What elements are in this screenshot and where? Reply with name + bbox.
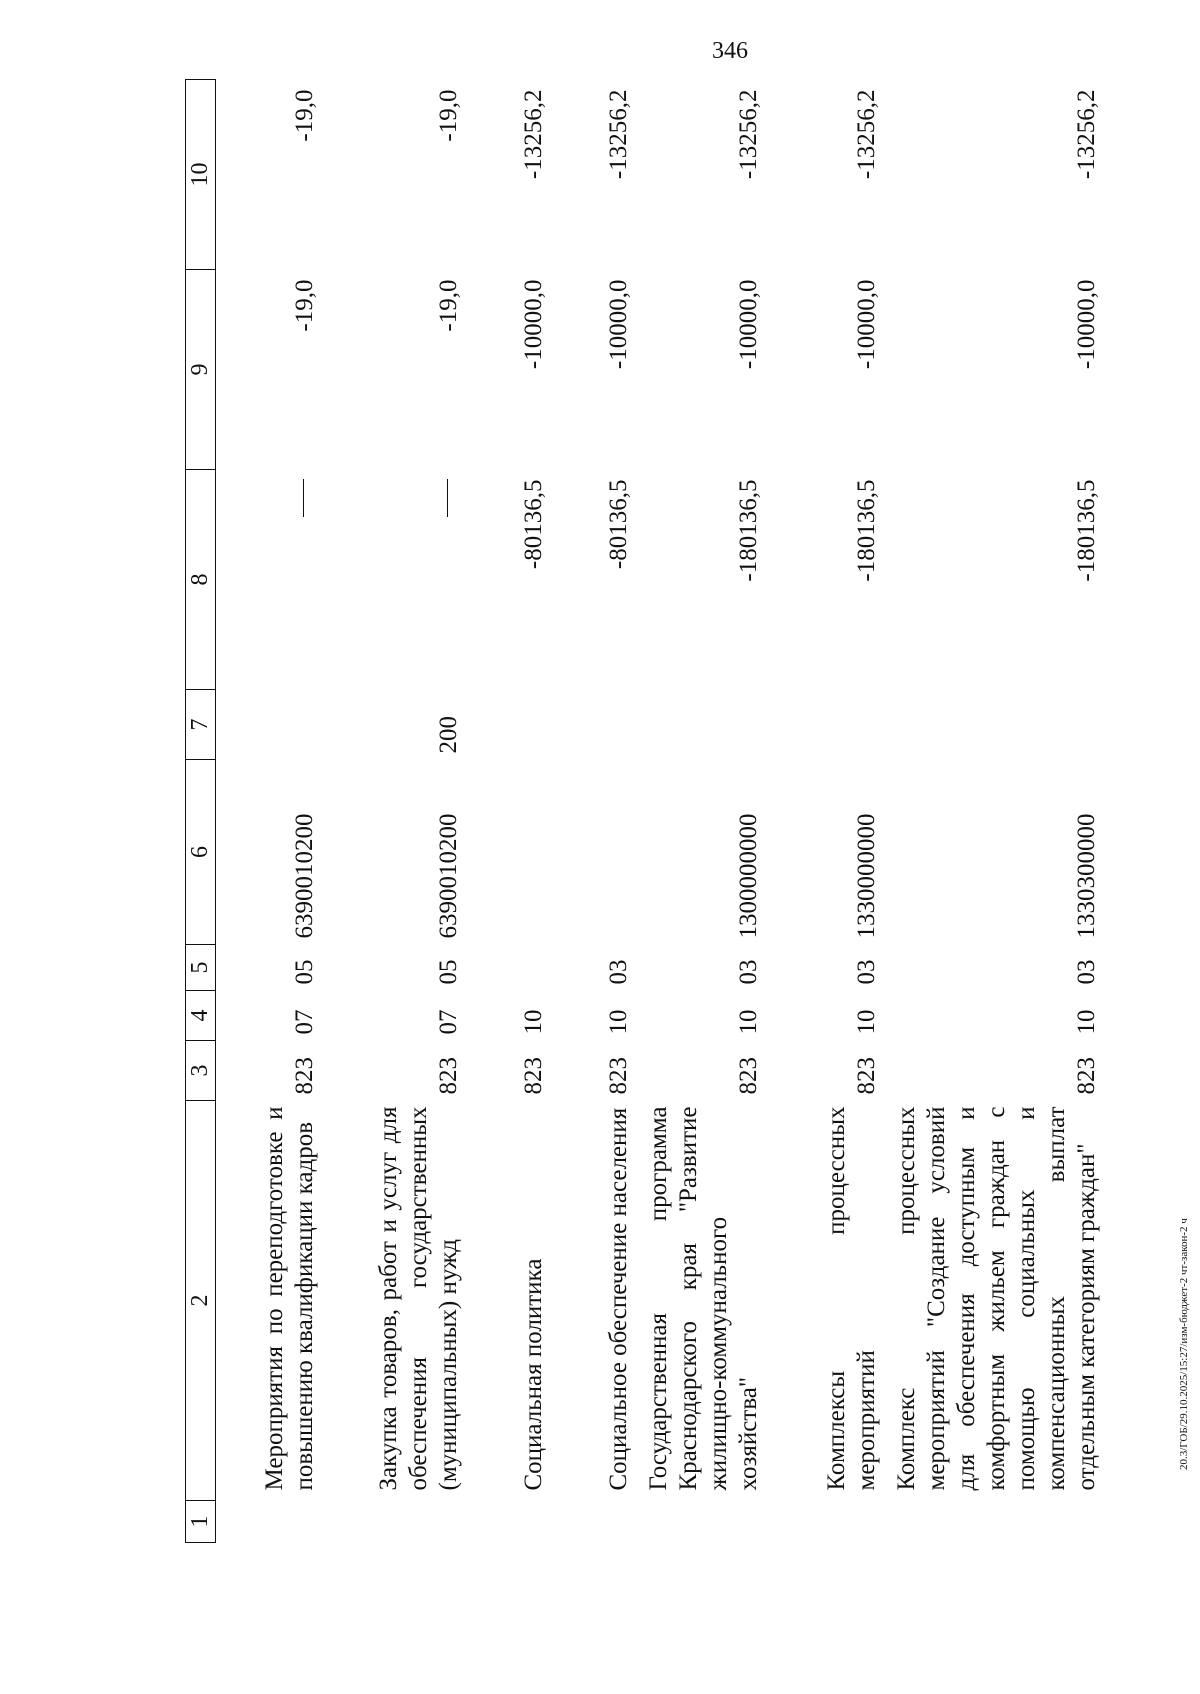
- cell-section: 10: [852, 1009, 880, 1035]
- cell-target-article: 1300000000: [734, 813, 762, 939]
- header-cell: 1: [186, 1501, 216, 1543]
- cell-number: [470, 1501, 555, 1543]
- cell-target-article: 6390010200: [434, 813, 462, 939]
- cell-name: Комплексы процессных мероприятий: [822, 1106, 880, 1491]
- cell-amount-col8: [215, 470, 326, 690]
- header-cell: 5: [186, 945, 216, 991]
- cell-number: [770, 1501, 888, 1543]
- table-row: [326, 80, 470, 1543]
- cell-subsection: 03: [852, 959, 880, 985]
- cell-ministry: 823: [290, 1057, 318, 1095]
- cell-amount-col8: -80136,5: [604, 479, 632, 570]
- header-row: [186, 80, 216, 1543]
- cell-amount-col9: -10000,0: [1072, 279, 1100, 370]
- rotated-table-wrapper: [185, 80, 1100, 1543]
- cell-number: [215, 1501, 326, 1543]
- cell-expense-type: [770, 690, 888, 760]
- cell-name: Социальное обеспечение населения: [604, 1107, 632, 1491]
- cell-ministry: 823: [434, 1057, 462, 1095]
- cell-section: 10: [1072, 1009, 1100, 1035]
- cell-amount-col10: -13256,2: [519, 89, 547, 180]
- cell-expense-type: [888, 690, 1108, 760]
- cell-amount-col9: -10000,0: [734, 279, 762, 370]
- cell-target-article: [555, 760, 640, 945]
- cell-subsection: 05: [290, 959, 318, 985]
- cell-section: 10: [734, 1009, 762, 1035]
- cell-ministry: 823: [1072, 1057, 1100, 1095]
- cell-amount-col9: -10000,0: [604, 279, 632, 370]
- cell-section: 10: [604, 1009, 632, 1035]
- budget-table: [185, 79, 1108, 1543]
- cell-name: Мероприятия по переподготовке и повышению квалификации кадров: [260, 1106, 318, 1491]
- cell-ministry: 823: [852, 1057, 880, 1095]
- header-cell: 2: [186, 1101, 216, 1501]
- cell-subsection: [470, 945, 555, 991]
- cell-amount-col9: -10000,0: [852, 279, 880, 370]
- cell-amount-col9: -19,0: [290, 279, 318, 332]
- header-cell: 6: [186, 760, 216, 945]
- cell-ministry: 823: [734, 1057, 762, 1095]
- dash-mark: [447, 480, 448, 518]
- cell-target-article: 6390010200: [290, 813, 318, 939]
- cell-amount-col9: -10000,0: [519, 279, 547, 370]
- cell-target-article: [470, 760, 555, 945]
- cell-amount-col10: -13256,2: [1072, 89, 1100, 180]
- header-cell: 7: [186, 690, 216, 760]
- document-footer-code: 20.3/ГОБ/29.10.2025/15:27/изм-бюджет-2 чт-закон-2 ч: [1178, 1218, 1190, 1470]
- cell-ministry: 823: [519, 1057, 547, 1095]
- cell-section: 10: [519, 1009, 547, 1035]
- header-cell: 9: [186, 270, 216, 470]
- cell-expense-type: [470, 690, 555, 760]
- cell-name: Закупка товаров, работ и услуг для обеспечения государственных (муниципальных) нужд: [374, 1106, 462, 1491]
- table-row: [770, 80, 888, 1543]
- cell-target-article: 1330300000: [1072, 813, 1100, 939]
- cell-amount-col10: -19,0: [434, 89, 462, 142]
- cell-subsection: 05: [434, 959, 462, 985]
- page-number: 346: [712, 38, 748, 64]
- cell-section: 07: [434, 1009, 462, 1035]
- cell-target-article: 1330000000: [852, 813, 880, 939]
- cell-amount-col10: -19,0: [290, 89, 318, 142]
- header-cell: 10: [186, 80, 216, 270]
- cell-amount-col8: [326, 470, 470, 690]
- cell-number: [640, 1501, 770, 1543]
- cell-amount-col8: -80136,5: [519, 479, 547, 570]
- cell-amount-col10: -13256,2: [734, 89, 762, 180]
- cell-expense-type: 200: [434, 716, 462, 754]
- cell-ministry: 823: [604, 1057, 632, 1095]
- cell-amount-col8: -180136,5: [734, 479, 762, 582]
- cell-amount-col10: -13256,2: [604, 89, 632, 180]
- table-row: [470, 80, 555, 1543]
- cell-name: Государственная программа Краснодарского края "Развитие жилищно-коммунального хозяйства": [644, 1106, 762, 1491]
- cell-name: Комплекс процессных мероприятий "Создание условий для обеспечения доступным и комфортным жильем граждан с помощью социальных и компенсационных выплат отдельным категориям граждан": [892, 1106, 1100, 1491]
- cell-number: [888, 1501, 1108, 1543]
- table-row: [888, 80, 1108, 1543]
- cell-amount-col9: -19,0: [434, 279, 462, 332]
- cell-name: Социальная политика: [519, 1258, 547, 1491]
- cell-number: [555, 1501, 640, 1543]
- table-row: [640, 80, 770, 1543]
- cell-expense-type: [640, 690, 770, 760]
- cell-subsection: 03: [604, 959, 632, 985]
- header-cell: 4: [186, 991, 216, 1041]
- cell-expense-type: [215, 690, 326, 760]
- header-cell: 8: [186, 470, 216, 690]
- cell-amount-col8: -180136,5: [852, 479, 880, 582]
- cell-subsection: 03: [1072, 959, 1100, 985]
- table-row: [215, 80, 326, 1543]
- cell-number: [326, 1501, 470, 1543]
- cell-subsection: 03: [734, 959, 762, 985]
- cell-amount-col10: -13256,2: [852, 89, 880, 180]
- dash-mark: [303, 480, 304, 518]
- header-cell: 3: [186, 1041, 216, 1101]
- cell-amount-col8: -180136,5: [1072, 479, 1100, 582]
- cell-expense-type: [555, 690, 640, 760]
- cell-section: 07: [290, 1009, 318, 1035]
- table-row: [555, 80, 640, 1543]
